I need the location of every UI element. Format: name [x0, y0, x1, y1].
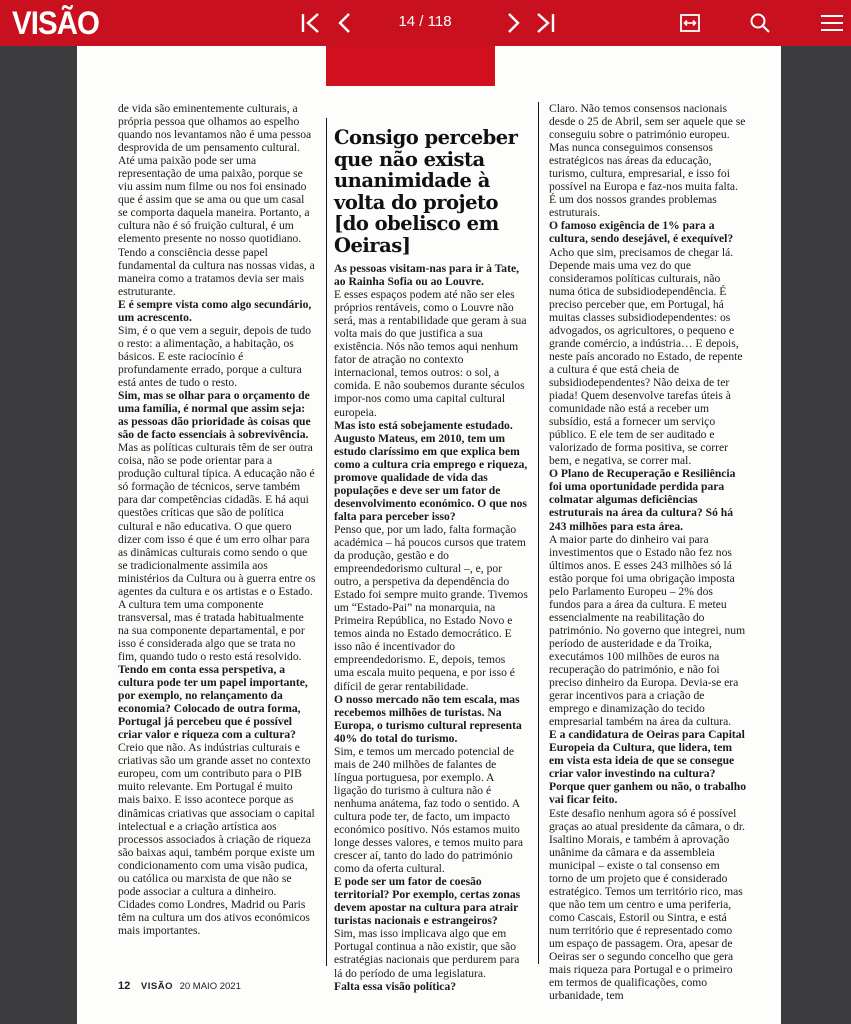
- interview-question: Falta essa visão política?: [334, 979, 457, 993]
- interview-question: E é sempre vista como algo secundário, um acrescento.: [118, 297, 312, 324]
- interview-answer: de vida são eminentemente culturais, a própria pessoa que olhamos ao espelho quando nos levantamos não é uma pessoa desprovida de um pensamento cultural. Até uma paixão pode ser uma representação de uma paixão, porque se viu assim num filme ou nos foi ensinado que é assim que se ama ou que um casal se comporta daquela maneira. Portanto, a cultura não é só fruição cultural, é um elemento presente no nosso quotidiano. Tendo a consciência desse papel fundamental da cultura nas nossas vidas, a maneira como a tratamos devia ser mais estruturante.: [118, 102, 315, 298]
- interview-question: O Plano de Recuperação e Resiliência foi uma oportunidade perdida para colmatar algumas deficiências estruturais na área da cultura? Só há 243 milhões para esta área.: [549, 467, 736, 533]
- next-page-button[interactable]: [498, 8, 528, 38]
- interview-question: O nosso mercado não tem escala, mas recebemos milhões de turistas. Na Europa, o turismo cultural representa 40% do total do turismo.: [334, 692, 522, 745]
- interview-question: Tendo em conta essa perspetiva, a cultura pode ter um papel importante, por exemplo, no relançamento da economia? Colocado de outra forma, Portugal já percebeu que é possível criar valor e riqueza com a cultura?: [118, 663, 308, 742]
- pull-quote: Consigo perceber que não exista unanimidade à volta do projeto [do obelisco em Oeiras]: [334, 126, 518, 257]
- fit-width-icon: [679, 12, 701, 34]
- column-divider: [326, 118, 327, 966]
- interview-answer: Sim, e temos um mercado potencial de mais de 240 milhões de falantes de língua portuguesa, por exemplo. A ligação do turismo à cultura não é nenhuma anátema, faz todo o sentido. A cultura pode ter, de facto, um impacto económico positivo. Nós estamos muito longe desses valores, e temos muito para crescer aí, tanto do lado do património como da oferta cultural.: [334, 744, 523, 876]
- last-page-icon: [534, 11, 556, 35]
- interview-answer: Este desafio nenhum agora só é possível graças ao atual presidente da câmara, o dr. Isaltino Morais, e também à aprovação unânime da câmara e da assembleia municipal – existe o tal consenso em torno de um projeto que é considerado estratégico. Temos um território rico, mas que não tem um centro e uma periferia, como Cascais, Estoril ou Sintra, e está num território que é representado como um espaço de passagem. Ora, apesar de Oeiras ser o segundo concelho que gera mais riqueza para Portugal e o primeiro em termos de qualificações, como urbanidade, tem: [549, 806, 746, 1003]
- page-number: 12: [118, 980, 131, 992]
- interview-question: As pessoas visitam-nas para ir à Tate, ao Rainha Sofia ou ao Louvre.: [334, 262, 519, 289]
- interview-answer: Mas as políticas culturais têm de ser outra coisa, não se pode orientar para a produção cultural típica. A educação não é só formação de técnicos, serve também para dar competências cidadãs. E há aqui questões críticas que são de política cultural e não educativa. O que quero dizer com isso é que é um erro olhar para as dinâmicas culturais como sendo o que se tradicionalmente assimila aos ministérios da Cultura ou à guerra entre os agentes da cultura e os artistas e o Estado. A cultura tem uma componente transversal, mas é tratada habitualmente na sua componente departamental, e por isso é considerada algo que se trata no fim, quando tudo o resto está resolvido.: [118, 441, 316, 663]
- article-column-1: [118, 102, 316, 937]
- interview-answer: Creio que não. As indústrias culturais e criativas são um grande asset no contexto europeu, com um contributo para o PIB muito relevante. Em Portugal é muito mais baixo. E isso acontece porque as dinâmicas criativas que associam o capital intelectual e a criação artística aos processos associados à criação de riqueza são baixas aqui, também porque existe um condicionamento com uma visão pudica, ou católica ou marxista de que não se pode associar a cultura a dinheiro. Cidades como Londres, Madrid ou Paris têm na cultura um dos ativos económicos mais importantes.: [118, 741, 315, 937]
- first-page-icon: [300, 11, 322, 35]
- menu-button[interactable]: [817, 8, 847, 38]
- menu-icon: [820, 13, 844, 33]
- interview-question: E a candidatura de Oeiras para Capital Europeia da Cultura, que lidera, tem em vista esta ideia de que se consegue criar valor investindo na cultura? Porque quer ganhem ou não, o trabalho vai ficar feito.: [549, 728, 747, 807]
- article-column-2: [334, 262, 528, 993]
- decorative-red-tab: [326, 46, 495, 86]
- interview-answer: Sim, mas isso implicava algo que em Portugal continua a não existir, que são estratégias nacionais que perdurem para lá do período de uma legislatura.: [334, 927, 520, 980]
- previous-page-button[interactable]: [330, 8, 360, 38]
- last-page-button[interactable]: [530, 8, 560, 38]
- page-indicator: 14 / 118: [398, 13, 452, 30]
- interview-answer: Acho que sim, precisamos de chegar lá. Depende mais uma vez do que consideramos políticas culturais, não numa ótica de subsidiodependência. É preciso perceber que, em Portugal, há muitas classes subsidiodependentes: os advogados, os agricultores, o pequeno e grande comércio, a indústria… E depois, neste país ancorado no Estado, de repente a cultura é que está cheia de subsidiodependentes? Não deixa de ter piada! Quem desenvolve tarefas úteis à comunidade não está a receber um subsídio, está a fornecer um serviço público. E ele tem de ser auditado e valorizado de forma positiva, se correr bem, e negativa, se correr mal.: [549, 245, 743, 468]
- interview-answer: E esses espaços podem até não ser eles próprios rentáveis, como o Louvre não será, mas a rentabilidade que geram à sua volta mais do que justifica a sua existência. Nós não temos aqui nenhum fator de atração no contexto internacional, temos outros: o sol, a comida. E não soubemos durante séculos impor-nos como uma capital cultural europeia.: [334, 288, 527, 419]
- interview-question: E pode ser um fator de coesão territorial? Por exemplo, certas zonas devem apostar na cultura para atrair turistas nacionais e estrangeiros?: [334, 875, 521, 928]
- footer-brand: VISÃO: [140, 981, 173, 992]
- interview-answer: Claro. Não temos consensos nacionais desde o 25 de Abril, sem ser aquele que se conseguiu sobre o património europeu. Mas nunca conseguimos consensos estratégicos nas áreas da educação, turismo, cultura, empresarial, e isso foi possível na Europa e faz-nos muita falta. É um dos nossos grandes problemas estruturais.: [549, 102, 746, 220]
- interview-question: Mas isto está sobejamente estudado. Augusto Mateus, em 2010, tem um estudo claríssimo em que explica bem como a cultura cria emprego e riqueza, promove qualidade de vida das populações e deve ser um fator de desenvolvimento económico. O que nos falta para perceber isso?: [334, 418, 528, 523]
- search-button[interactable]: [745, 8, 775, 38]
- interview-answer: Sim, é o que vem a seguir, depois de tudo o resto: a alimentação, a habitação, os básicos. E este raciocínio é profundamente errado, porque a cultura está antes de tudo o resto.: [118, 323, 312, 389]
- interview-answer: A maior parte do dinheiro vai para investimentos que o Estado não fez nos últimos anos. E esses 243 milhões só lá estão porque foi uma obrigação imposta pelo Parlamento Europeu – 2% dos fundos para a área da cultura. E meteu essencialmente na reabilitação do património. No governo que integrei, num período de austeridade e da Troika, executámos 100 milhões de euros na recuperação do património, e não foi preciso dinheiro da Europa. Devia-se era gerar incentivos para a criação de emprego e dinamização do tecido empresarial também na área da cultura.: [549, 532, 746, 729]
- column-divider: [538, 102, 539, 964]
- interview-answer: Penso que, por um lado, falta formação académica – há poucos cursos que tratem da produção, gestão e do empreendedorismo cultural –, e, por outro, a perspetiva da dependência do Estado foi sempre muito grande. Tivemos um “Estado-Pai” na monarquia, na Primeira República, no Estado Novo e temos ainda no Estado democrático. E isso não é incentivador do empreendedorismo. E, depois, temos uma escala muito pequena, e por isso é difícil de gerar rentabilidade.: [334, 522, 528, 693]
- fit-width-button[interactable]: [675, 8, 705, 38]
- first-page-button[interactable]: [296, 8, 326, 38]
- reader-toolbar: [0, 0, 851, 46]
- next-page-icon: [504, 11, 522, 35]
- page-footer: [118, 980, 241, 992]
- previous-page-icon: [336, 11, 354, 35]
- visao-logo[interactable]: VISÃO: [12, 5, 100, 41]
- article-column-3: [549, 102, 747, 1002]
- interview-question: O famoso exigência de 1% para a cultura, sendo desejável, é exequível?: [549, 219, 734, 246]
- interview-question: Sim, mas se olhar para o orçamento de uma família, é normal que assim seja: as pessoas dão prioridade às coisas que são de facto essenciais à sobrevivência.: [118, 389, 311, 442]
- search-icon: [749, 12, 771, 34]
- issue-date: 20 MAIO 2021: [179, 981, 241, 992]
